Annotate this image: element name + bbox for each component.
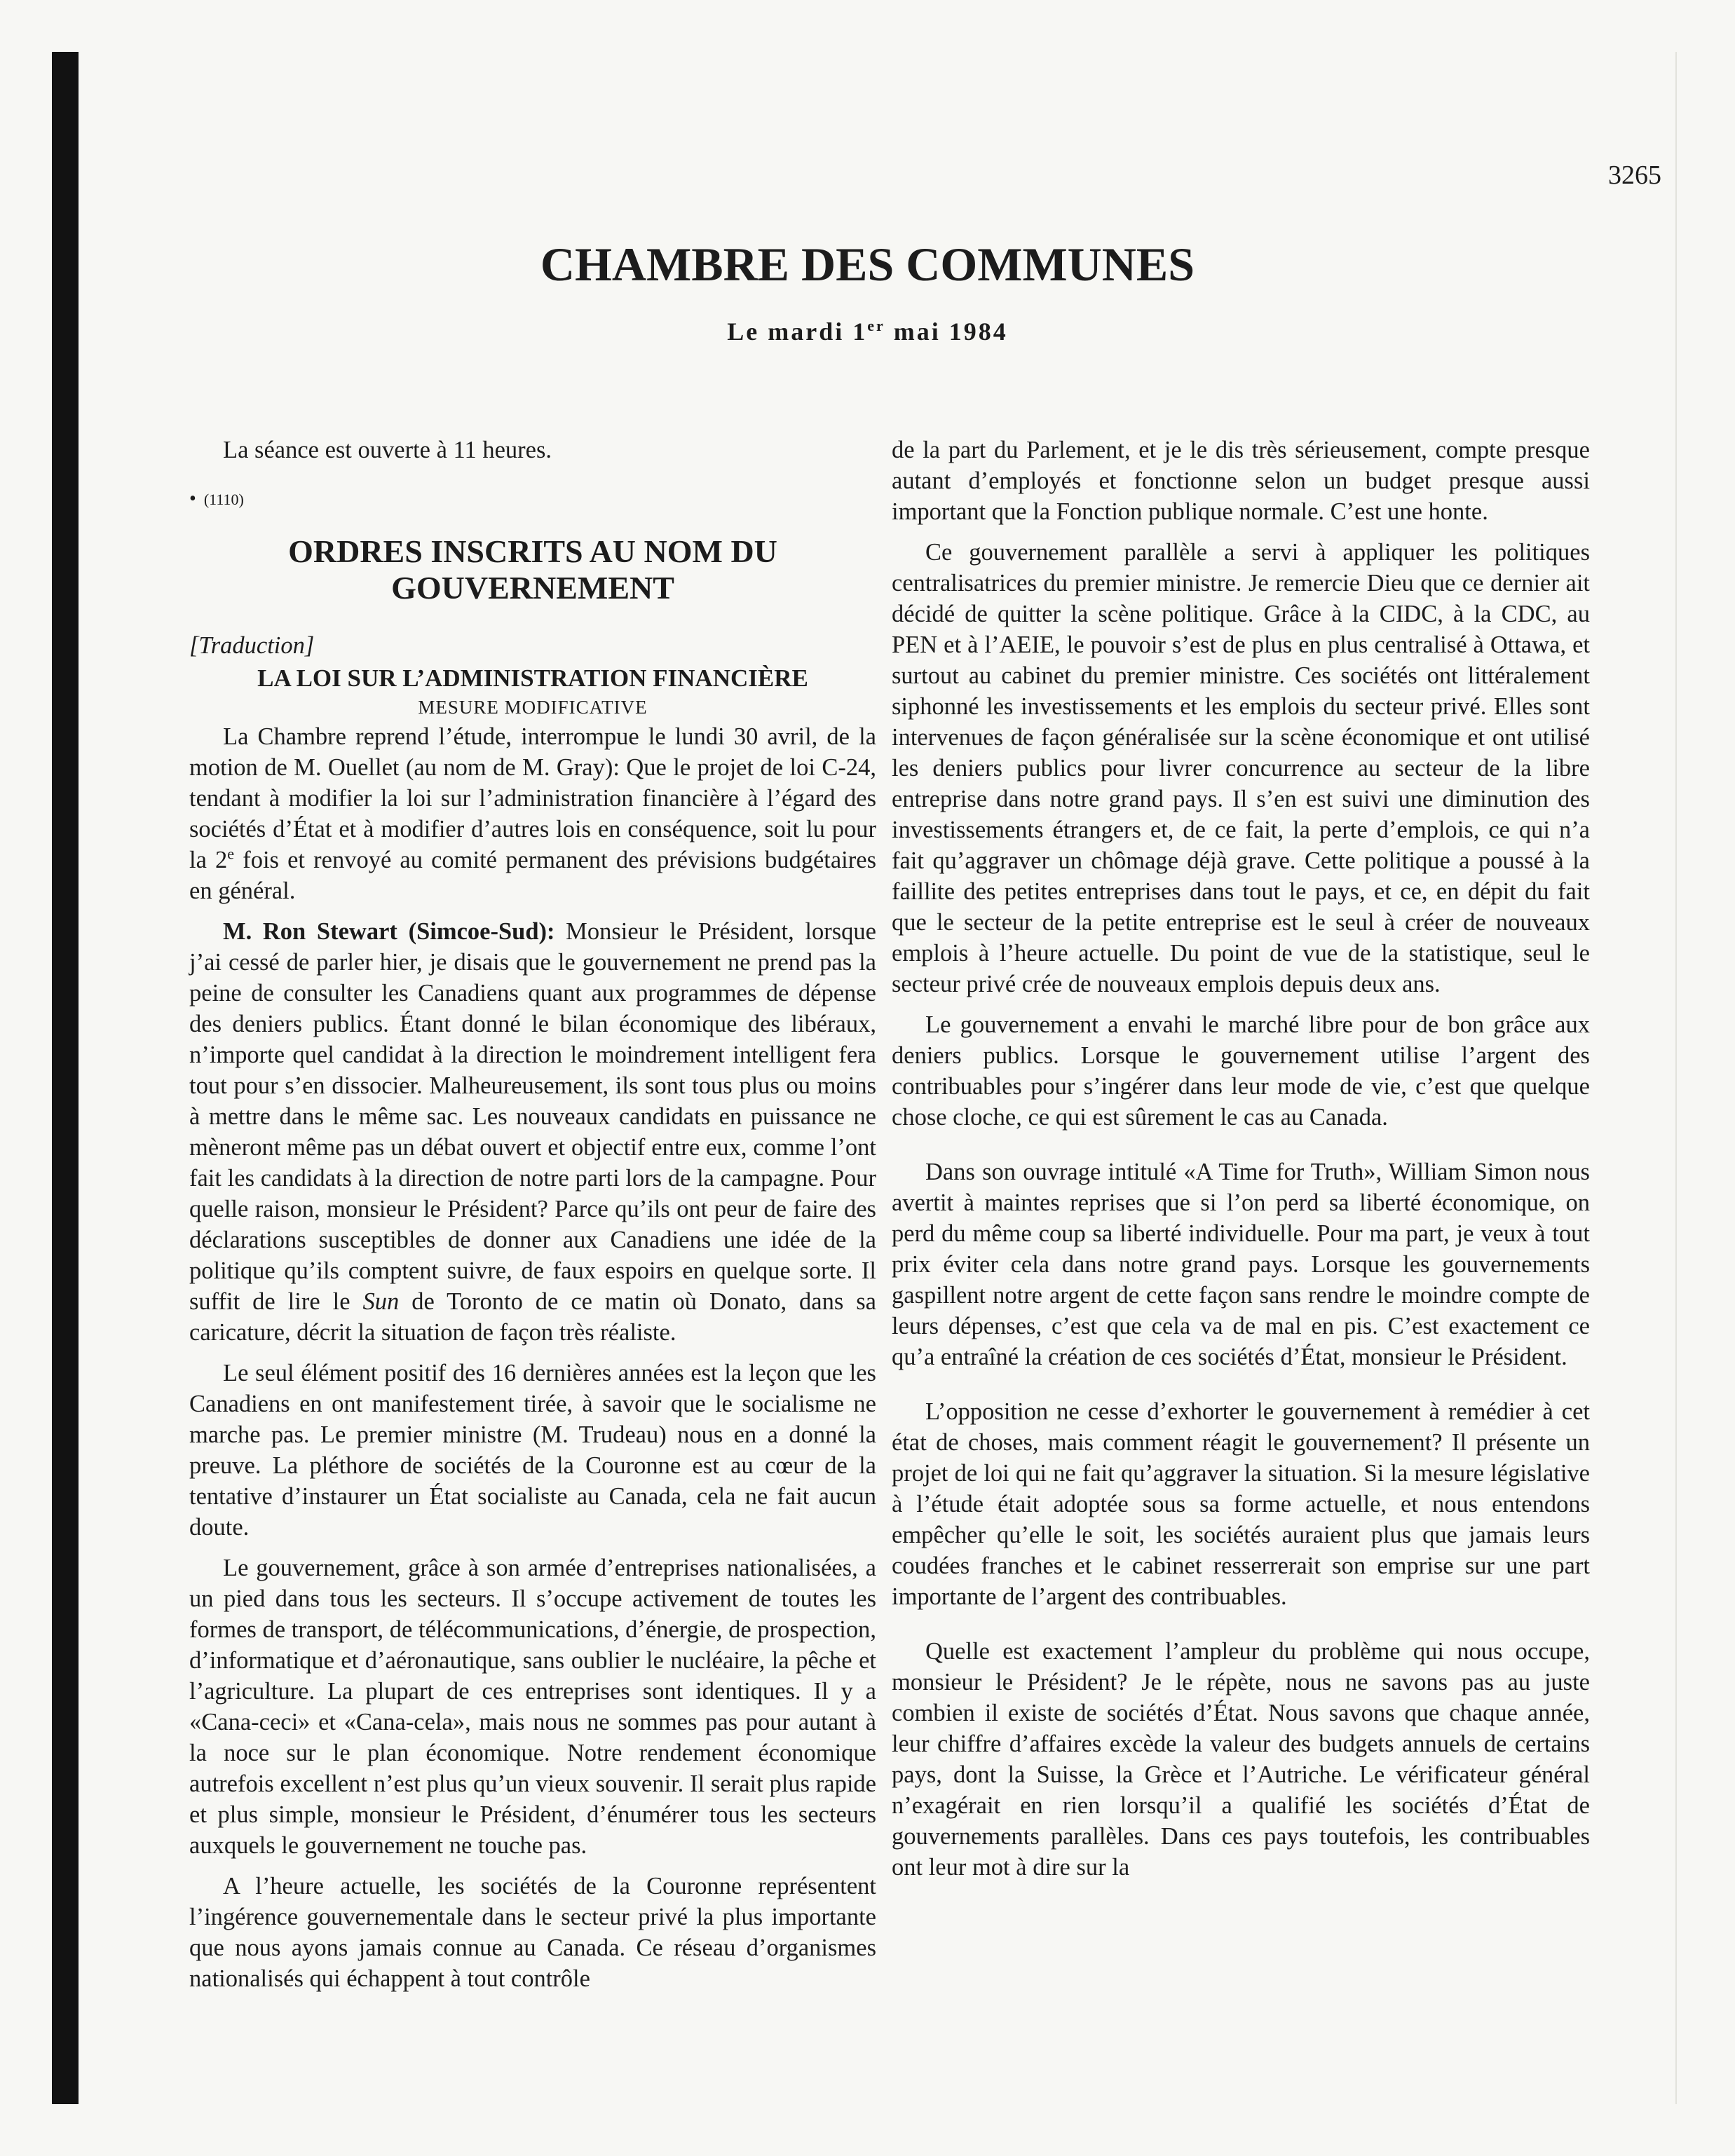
time-marker	[189, 484, 876, 515]
section-heading: ORDRES INSCRITS AU NOM DU GOUVERNEMENT	[288, 533, 777, 606]
paragraph: Le gouvernement a envahi le marché libre pour de bon grâce aux deniers publics. Lorsque le gouvernement utilise l’argent des contribuables pour s’ingérer dans leur mode de vie, c’est que quelque chose cloche, ce qui est sûrement le cas au Canada.	[892, 1011, 1590, 1131]
law-subtitle: MESURE MODIFICATIVE	[418, 697, 648, 718]
date-suffix: mai 1984	[885, 318, 1008, 346]
date-superscript: er	[867, 317, 885, 334]
time-marker-text: (1110)	[203, 491, 244, 508]
paragraph: L’opposition ne cesse d’exhorter le gouvernement à remédier à cet état de choses, mais comment réagit le gouvernement? Il présente un projet de loi qui ne fait qu’aggraver la situation. Si la mesure législative à l’étude était adoptée sous sa forme actuelle, et nous entendons empêcher qu’elle le soit, les sociétés auraient plus que jamais leurs coudées franches et le cabinet resserrerait son emprise sur une part importante de l’argent des contribuables.	[892, 1398, 1590, 1610]
paragraph: Ce gouvernement parallèle a servi à appliquer les politiques centralisatrices du premier ministre. Je remercie Dieu que ce dernier ait décidé de quitter la scène politique. Grâce à la CIDC, à la CDC, au PEN et à l’AEIE, le pouvoir s’est de plus en plus centralisé à Ottawa, et surtout au cabinet du premier ministre. Ces sociétés ont littéralement siphonné les investissements et les emplois du secteur privé. Elles sont intervenues de façon généralisée sur la scène économique et ont utilisé les deniers publics pour livrer concurrence au secteur de la libre entreprise dans notre grand pays. Il s’en est suivi une diminution des investissements étrangers et, de ce fait, la perte d’emplois, ce qui n’a fait qu’aggraver un chômage déjà grave. Cette politique a poussé à la faillite des petites entreprises dans tout le pays, et ce, en dépit du fait que le secteur de la petite entreprise est le seul à créer de nouveaux emplois à l’heure actuelle. Du point de vue de la statistique, seul le secteur privé crée de nouveaux emplois depuis deux ans.	[892, 539, 1590, 997]
speaker-name: M. Ron Stewart (Simcoe-Sud):	[223, 918, 555, 945]
motion-paragraph: La Chambre reprend l’étude, interrompue le lundi 30 avril, de la motion de M. Ouellet (au nom de M. Gray): Que le projet de loi C-24, tendant à modifier la loi sur l’administration financière à l’égard des sociétés d’État et à modifier d’autres lois en conséquence, soit lu pour la 2e fois et renvoyé au comité permanent des prévisions budgétaires en général.	[189, 723, 876, 904]
sitting-date	[0, 317, 1735, 346]
paragraph: Dans son ouvrage intitulé «A Time for Truth», William Simon nous avertit à maintes reprises que si l’on perd sa liberté économique, on perd du même coup sa liberté individuelle. Pour ma part, je veux à tout prix éviter cela dans notre grand pays. Lorsque les gouvernements gaspillent notre argent de cette façon sans rendre le moindre compte de leurs dépenses, c’est que cela va de mal en pis. C’est exactement ce qu’a entraîné la création de ces sociétés d’État, monsieur le Président.	[892, 1159, 1590, 1370]
paragraph: Le seul élément positif des 16 dernières années est la leçon que les Canadiens en ont manifestement tirée, à savoir que le socialisme ne marche pas. Le premier ministre (M. Trudeau) nous en a donné la preuve. La pléthore de sociétés de la Couronne est au cœur de la tentative d’instaurer un État socialiste au Canada, cela ne fait aucun doute.	[189, 1360, 876, 1541]
translation-tag: [Traduction]	[189, 632, 315, 659]
paragraph: Le gouvernement, grâce à son armée d’entreprises nationalisées, a un pied dans tous les secteurs. Il s’occupe activement de toutes les formes de transport, de télécommunications, d’énergie, de prospection, d’informatique et d’aéronautique, sans oublier le nucléaire, la pêche et l’agriculture. La plupart de ces entreprises sont identiques. Il y a «Cana-ceci» et «Cana-cela», mais nous ne sommes pas pour autant à la noce sur le plan économique. Notre rendement économique autrefois excellent n’est plus qu’un vieux souvenir. Il serait plus rapide et plus simple, monsieur le Président, d’énumérer tous les secteurs auxquels le gouvernement ne touche pas.	[189, 1555, 876, 1859]
opening-line: La séance est ouverte à 11 heures.	[223, 437, 552, 463]
page-title: CHAMBRE DES COMMUNES	[540, 238, 1195, 291]
left-column	[189, 435, 876, 1994]
law-title: LA LOI SUR L’ADMINISTRATION FINANCIÈRE	[257, 664, 808, 692]
scan-page-edge	[1675, 52, 1677, 2104]
bullet-icon: •	[189, 488, 196, 510]
paragraph: Quelle est exactement l’ampleur du problème qui nous occupe, monsieur le Président? Je le répète, nous ne savons pas au juste combien il existe de sociétés d’État. Nous savons que chaque année, leur chiffre d’affaires excède la valeur des budgets annuels de certains pays, dont la Suisse, la Grèce et l’Autriche. Le vérificateur général n’exagérait en rien lorsqu’il a qualifié les sociétés d’État de gouvernements parallèles. Dans ces pays toutefois, les contribuables ont leur mot à dire sur la	[892, 1638, 1590, 1881]
paragraph: A l’heure actuelle, les sociétés de la Couronne représentent l’ingérence gouvernementale dans le secteur privé la plus importante que nous ayons jamais connue au Canada. Ce réseau d’organismes nationalisés qui échappent à tout contrôle	[189, 1873, 876, 1992]
scan-binding-edge	[52, 52, 79, 2104]
paragraph-continuation: de la part du Parlement, et je le dis très sérieusement, compte presque autant d’employés et fonctionne selon un budget presque aussi important que la Fonction publique normale. C’est une honte.	[892, 437, 1590, 525]
speech-paragraph: M. Ron Stewart (Simcoe-Sud): Monsieur le Président, lorsque j’ai cessé de parler hier, je disais que le gouvernement ne prend pas la peine de consulter les Canadiens quant aux programmes de dépense des deniers publics. Étant donné le bilan économique des libéraux, n’importe quel candidat à la direction le moindrement intelligent fera tout pour s’en dissocier. Malheureusement, ils sont tous plus ou moins à mettre dans le même sac. Les nouveaux candidats en puissance ne mèneront même pas un débat ouvert et objectif entre eux, comme l’ont fait les candidats à la direction de notre parti lors de la campagne. Pour quelle raison, monsieur le Président? Parce qu’ils ont peur de faire des déclarations susceptibles de donner aux Canadiens une idée de la politique qu’ils comptent suivre, de faux espoirs en quelque sorte. Il suffit de lire le Sun de Toronto de ce matin où Donato, dans sa caricature, décrit la situation de façon très réaliste.	[189, 918, 876, 1346]
date-prefix: Le mardi 1	[727, 318, 868, 346]
page-number: 3265	[1608, 161, 1661, 190]
right-column	[892, 435, 1590, 1883]
